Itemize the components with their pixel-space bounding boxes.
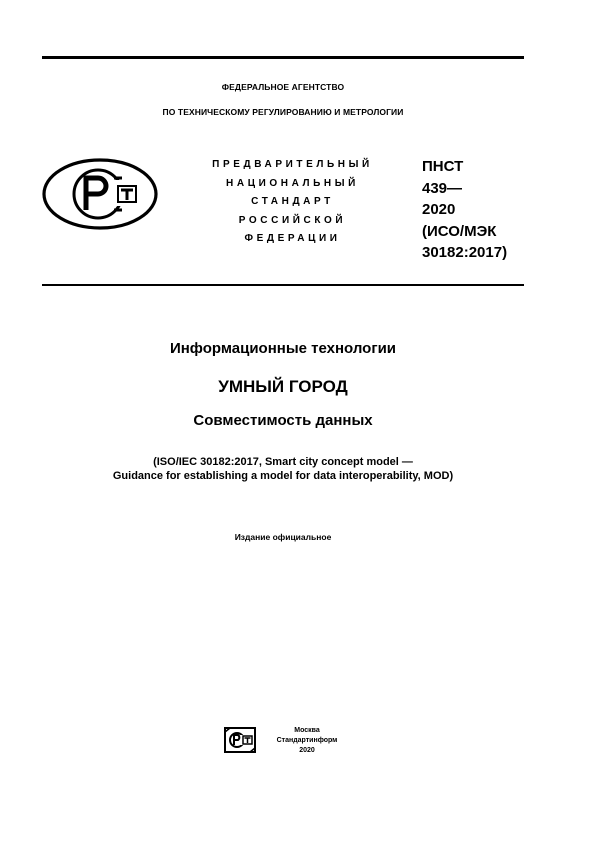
standard-number-line: ПНСТ [422,158,464,175]
middle-rule [42,284,524,286]
standard-number-line: 439— [422,179,463,197]
standard-type-line: РОССИЙСКОЙ [238,214,347,226]
agency-name-line-1: ФЕДЕРАЛЬНОЕ АГЕНТСТВО [221,82,345,92]
standartinform-logo-icon [224,727,256,753]
standard-type-line: ПРЕДВАРИТЕЛЬНЫЙ [212,159,373,170]
standard-number-line: (ИСО/МЭК [422,222,497,240]
standard-number-line: 30182:2017) [422,244,508,261]
english-title-line-2: Guidance for establishing a model for data interoperability, MOD) [112,470,454,482]
top-rule [42,56,524,59]
publisher-info [262,726,352,756]
standard-type-block [190,156,395,249]
agency-name-line-2: ПО ТЕХНИЧЕСКОМУ РЕГУЛИРОВАНИЮ И МЕТРОЛОГИИ [162,107,404,117]
standard-type-line: СТАНДАРТ [251,196,334,207]
edition-label: Издание официальное [234,532,332,542]
standard-number-block [422,156,532,264]
english-title-line-1: (ISO/IEC 30182:2017, Smart city concept model — [153,456,413,468]
publisher-name: Стандартинформ [276,737,338,744]
standard-number-line: 2020 [422,201,456,218]
standard-type-line: ФЕДЕРАЦИИ [244,233,341,244]
publisher-year: 2020 [299,747,315,754]
document-title-line-1: Информационные технологии [169,340,397,357]
publisher-city: Москва [294,727,320,734]
document-title-line-3: Совместимость данных [193,412,373,429]
document-title-line-2: УМНЫЙ ГОРОД [218,377,348,396]
standard-type-line: НАЦИОНАЛЬНЫЙ [226,177,359,189]
rst-logo-icon [42,158,158,230]
